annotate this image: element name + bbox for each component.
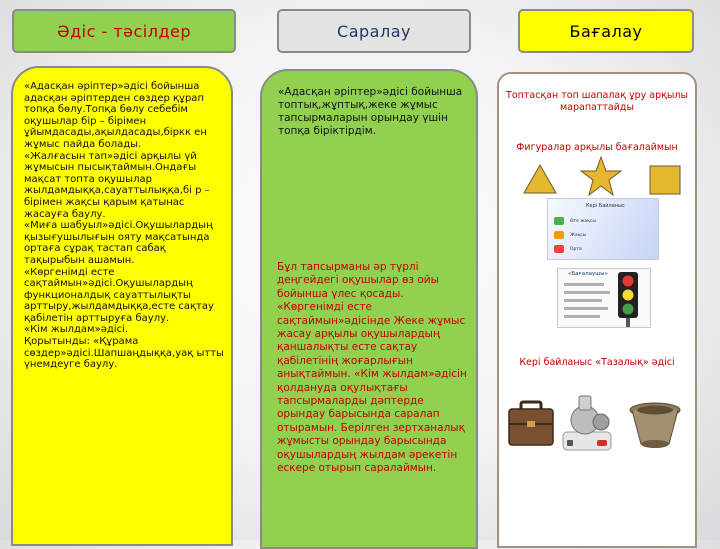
methods-text: «Адасқан әріптер»әдісі бойынша адасқан әріптерден сөздер құрап топқа бөлу.Топқа бөлу себебім оқушылар бір – бірімен ұйымдасады,ақылдасады,біркк ен жұмыс пайда болады. «Жалғасын тап»әдісі арқылы үй жұмысын пысықтаймын.Ондағы мақсат топта оқушылар жылдамдыққа,сауаттылыққа,бі р – бірімен жақсы қарым қатынас жасауға баулу. «Миға шабуыл»әдісі.Оқушылардың қызығушылығын ояту мақсатында ортаға сұрақ тастап сабақ тақырыбын ашамын. «Көргенімді есте сақтаймын»әдісі.Оқушылардың функционалдық сауаттылықты арттыру,жылдамдыққа,есте сақтау қабілетін арттыруға баулу. «Кім жылдам»әдісі. Қорытынды: «Құрама сөздер»әдісі.Шапшаңдыққа,уақ ытты үнемдеуге баулу. (24, 81, 224, 371)
feedback-card-image (547, 198, 659, 260)
header-methods (12, 9, 236, 53)
differentiation-panel (260, 69, 478, 549)
suitcase-image (507, 398, 555, 448)
worksheet-title: «Бағалаушы» (568, 271, 609, 277)
feedback-row-label: Жақсы (570, 233, 587, 238)
thumbs-up-icon (554, 217, 564, 225)
header-assessment (518, 9, 694, 53)
thumbs-down-icon (554, 245, 564, 253)
feedback-method-text: Кері байланыс «Тазалық» әдісі (519, 357, 675, 368)
feedback-row-label: Орта (570, 247, 582, 252)
header-differentiation (277, 9, 471, 53)
figures-assessment-text: Фигуралар арқылы бағалаймын (516, 142, 678, 153)
header-methods-label: Әдіс - тәсілдер (56, 21, 192, 41)
differentiation-text-details: Бұл тапсырманы әр түрлі деңгейдегі оқушылар өз ойы бойынша үлес қосады. «Көргенімді есте сақтаймын»әдісінде Жеке жұмыс жасау арқылы оқушылардың қаншалықты есте сақтау қабілетінің жоғарлығын анықтаймын. «Кім жылдам»әдісін қолдануда оқулықтағы тапсырмаларды дәптерде орындау барысында саралап отырамын. Берілген зертханалық жұмысты орындау барысында оқушылардың жылдам әрекетін ескере отырып саралаймын. (277, 261, 471, 475)
traffic-light-icon (613, 270, 643, 328)
feedback-row-label: Өте жақсы (570, 219, 596, 224)
square-shape-icon (649, 165, 681, 195)
star-shape-icon (580, 156, 622, 196)
methods-panel (11, 66, 233, 546)
assessment-panel (497, 72, 697, 548)
meat-grinder-image (555, 392, 619, 454)
header-assessment-label: Бағалау (569, 21, 643, 41)
strainer-basket-image (627, 400, 683, 450)
differentiation-text-intro: «Адасқан әріптер»әдісі бойынша топтық,жұптық,жеке жұмыс тапсырмаларын орындау үшін топқа біріктірдім. (278, 86, 466, 137)
triangle-shape-icon (523, 164, 557, 194)
group-praise-text: Топтасқан топ шапалақ ұру арқылы марапаттайды (506, 90, 691, 113)
feedback-card-title: Кері Байланыс (586, 203, 625, 209)
header-differentiation-label: Саралау (337, 21, 411, 41)
hand-icon (554, 231, 564, 239)
